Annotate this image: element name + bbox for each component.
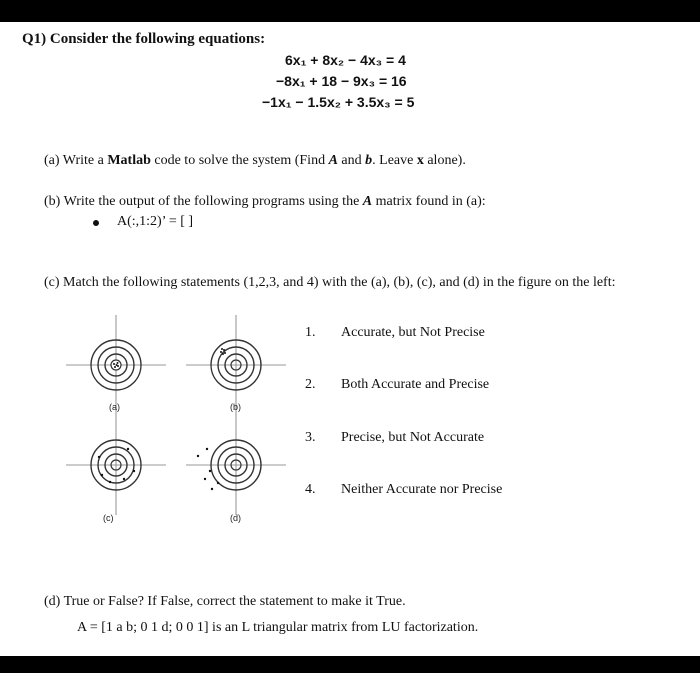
part-d-statement: A = [1 a b; 0 1 d; 0 0 1] is an L triangular matrix from LU factorization. (77, 620, 479, 635)
statement-1-text: Accurate, but Not Precise (341, 325, 485, 340)
figure-label-c: (c) (103, 513, 114, 523)
target-a (66, 315, 166, 415)
statement-2-text: Both Accurate and Precise (341, 377, 490, 392)
statement-4-text: Neither Accurate nor Precise (341, 482, 503, 497)
target-d (186, 415, 286, 515)
target-c (66, 415, 166, 515)
figure-label-b: (b) (230, 402, 241, 412)
equation-2: −8x₁ + 18 − 9x₃ = 16 (276, 73, 407, 89)
question-sheet (0, 22, 700, 656)
part-b-item: A(:,1:2)’ = [ ] (117, 214, 194, 229)
statement-3-text: Precise, but Not Accurate (341, 430, 485, 445)
target-b (186, 315, 286, 415)
part-b-text: (b) Write the output of the following programs using the A matrix found in (a): (44, 194, 486, 209)
equation-1: 6x₁ + 8x₂ − 4x₃ = 4 (285, 52, 406, 68)
bullet-icon (93, 220, 99, 226)
statement-2-number: 2. (305, 377, 316, 392)
statement-1-number: 1. (305, 325, 316, 340)
statement-3-number: 3. (305, 430, 316, 445)
part-a-text: (a) Write a Matlab code to solve the system (Find A and b. Leave x alone). (44, 153, 466, 168)
part-c-text: (c) Match the following statements (1,2,3, and 4) with the (a), (b), (c), and (d) in the figure on the left: (44, 275, 616, 290)
figure-label-a: (a) (109, 402, 120, 412)
figure-label-d: (d) (230, 513, 241, 523)
question-header: Q1) Consider the following equations: (22, 31, 266, 47)
statement-4-number: 4. (305, 482, 316, 497)
part-d-text: (d) True or False? If False, correct the statement to make it True. (44, 594, 406, 609)
equation-3: −1x₁ − 1.5x₂ + 3.5x₃ = 5 (262, 94, 415, 110)
